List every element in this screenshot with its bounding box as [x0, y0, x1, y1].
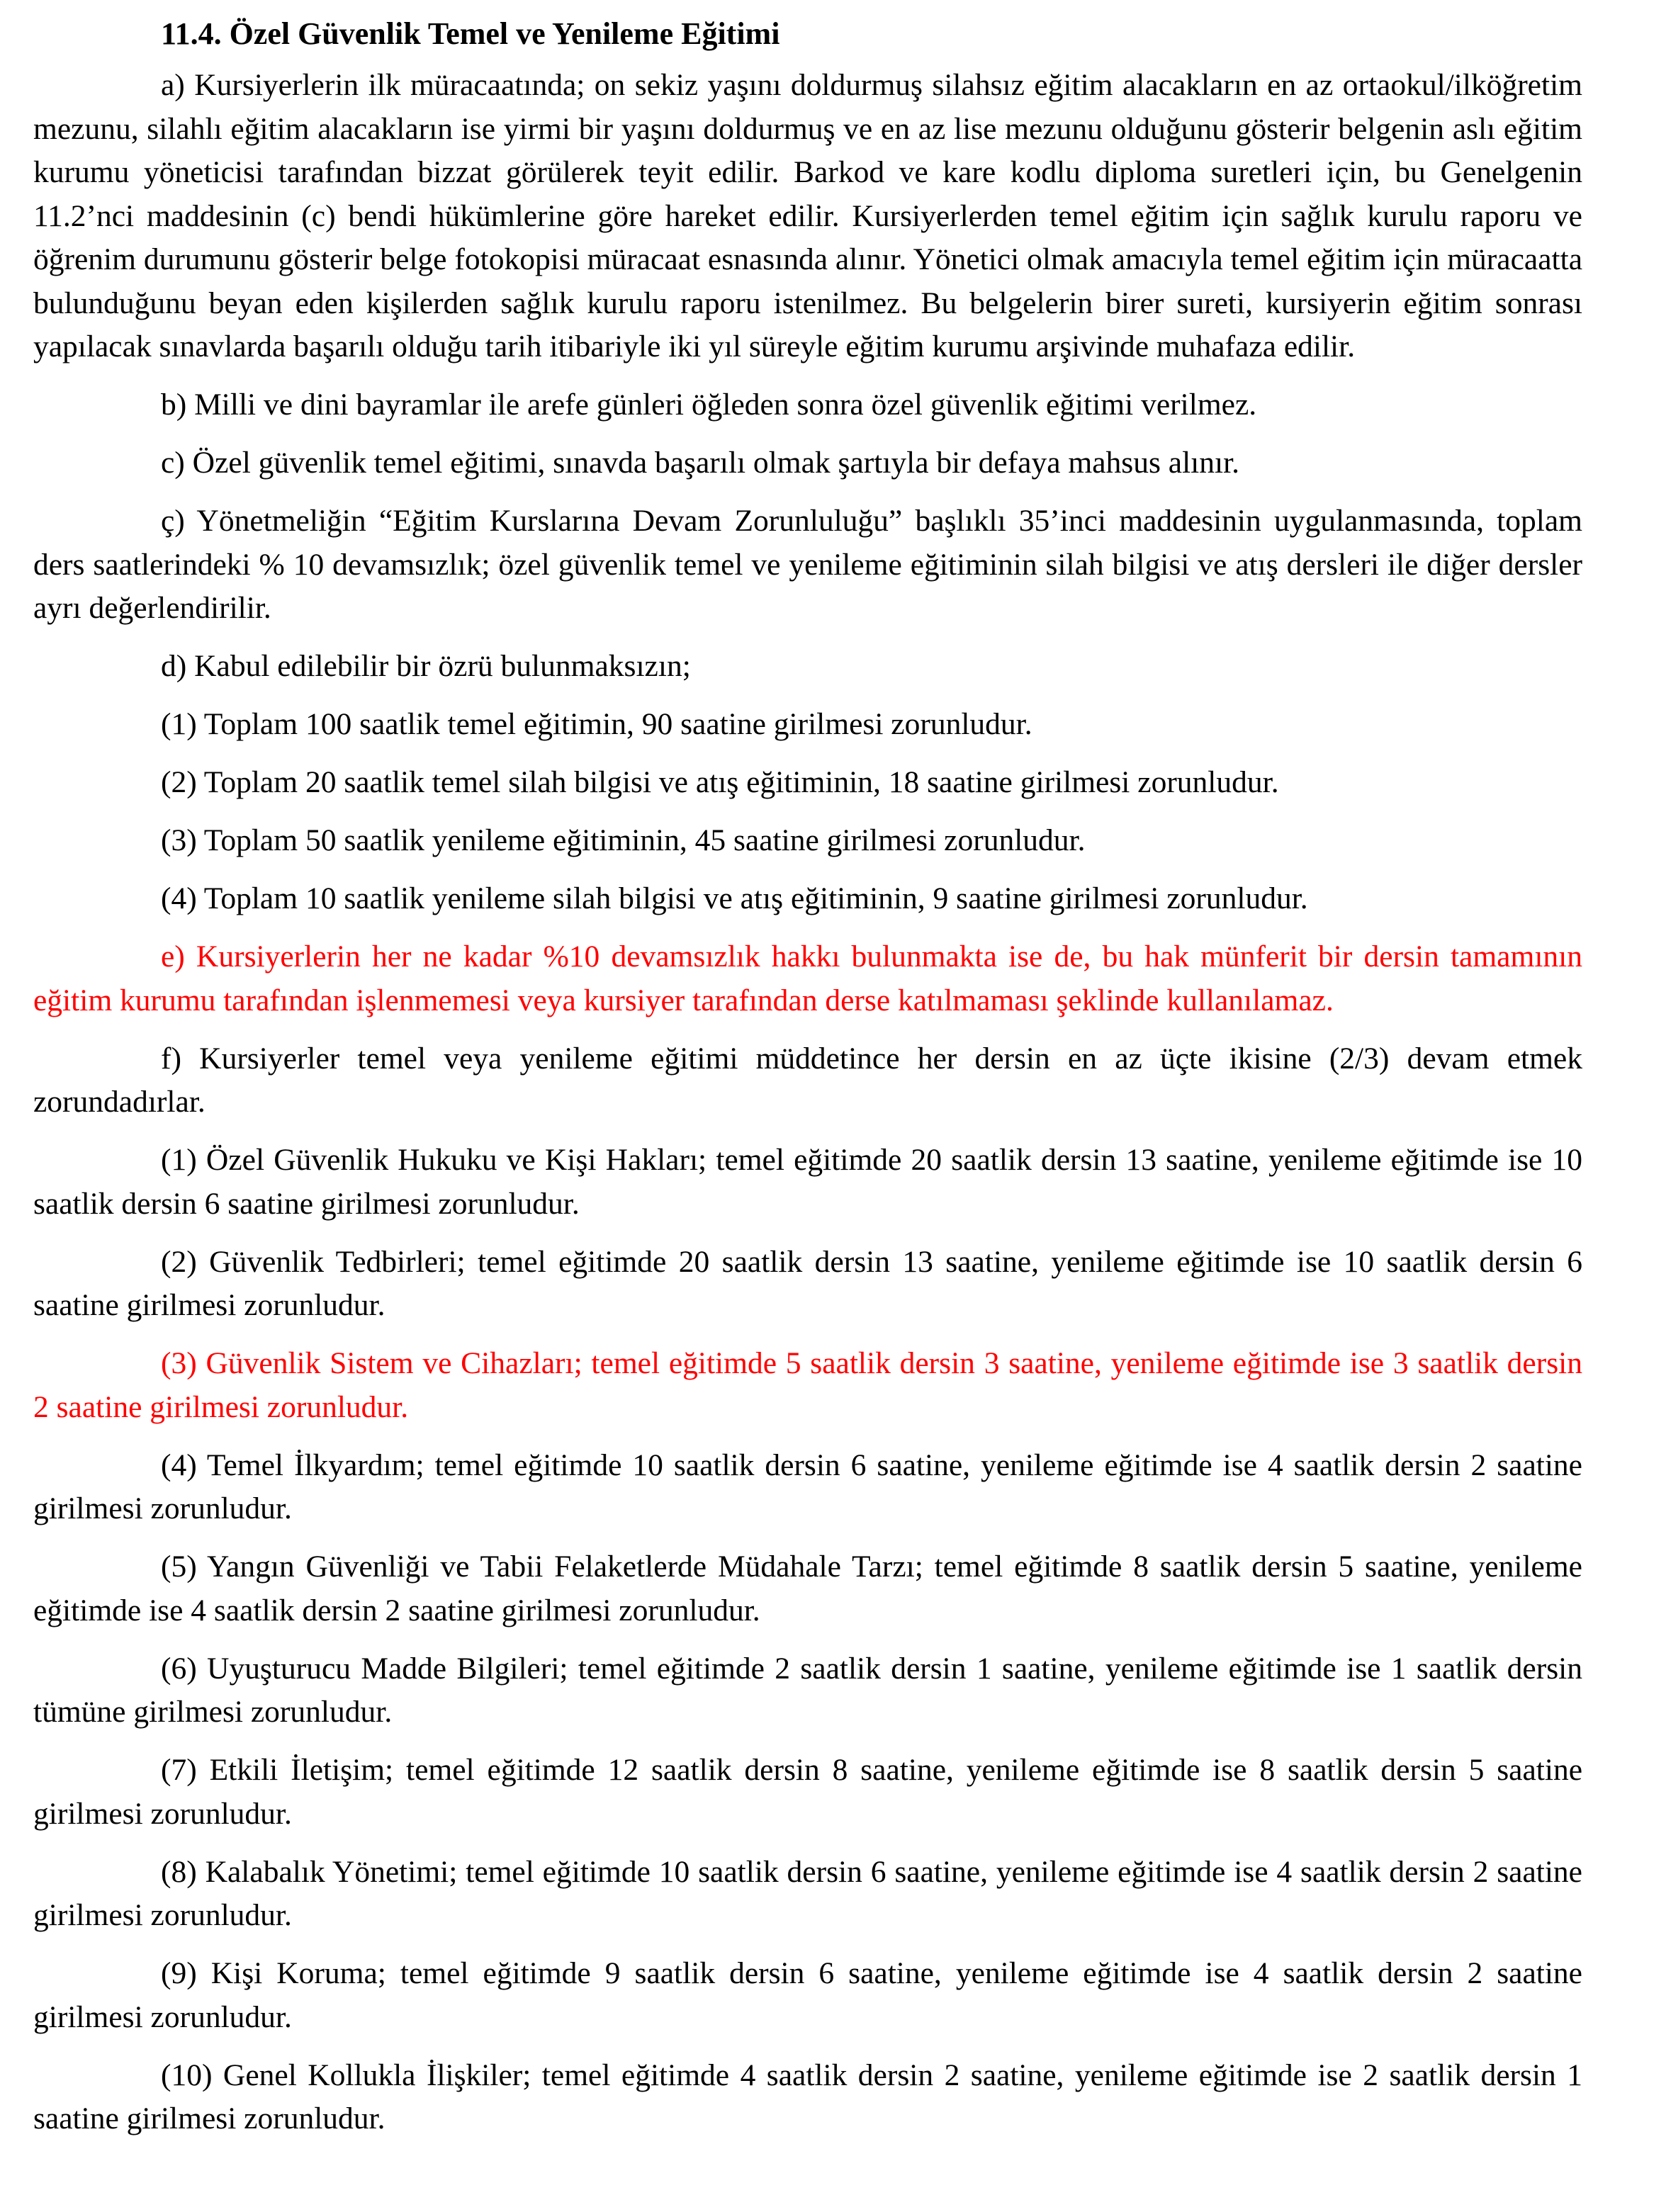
paragraph-f: f) Kursiyerler temel veya yenileme eğitimi müddetince her dersin en az üçte ikisine (2/3) devam etmek zorundadırlar.	[33, 1041, 1582, 1119]
paragraph-b: b) Milli ve dini bayramlar ile arefe günleri öğleden sonra özel güvenlik eğitimi verilmez.	[161, 388, 1257, 422]
paragraph-f-3-highlighted: (3) Güvenlik Sistem ve Cihazları; temel eğitimde 5 saatlik dersin 3 saatine, yenileme eğitimde ise 3 saatlik dersin 2 saatine girilmesi zorunludur.	[33, 1346, 1582, 1424]
paragraph-f-8: (8) Kalabalık Yönetimi; temel eğitimde 10 saatlik dersin 6 saatine, yenileme eğitimde ise 4 saatlik dersin 2 saatine girilmesi zorunludur.	[33, 1854, 1582, 1932]
paragraph-d-2: (2) Toplam 20 saatlik temel silah bilgisi ve atış eğitiminin, 18 saatine girilmesi zorunludur.	[161, 765, 1279, 799]
paragraph-f-7: (7) Etkili İletişim; temel eğitimde 12 saatlik dersin 8 saatine, yenileme eğitimde ise 8 saatlik dersin 5 saatine girilmesi zorunludur.	[33, 1753, 1582, 1831]
paragraph-f-10: (10) Genel Kollukla İlişkiler; temel eğitimde 4 saatlik dersin 2 saatine, yenileme eğitimde ise 2 saatlik dersin 1 saatine girilmesi zorunludur.	[33, 2058, 1582, 2135]
paragraph-a: a) Kursiyerlerin ilk müracaatında; on sekiz yaşını doldurmuş silahsız eğitim alacakların en az ortaokul/ilköğretim mezunu, silahlı eğitim alacakların ise yirmi bir yaşını doldurmuş ve en az lise mezunu olduğunu gösterir belgenin aslı eğitim kurumu yöneticisi tarafından bizzat görülerek teyit edilir. Barkod ve kare kodlu diploma suretleri için, bu Genelgenin 11.2’nci maddesinin (c) bendi hükümlerine göre hareket edilir. Kursiyerlerden temel eğitim için sağlık kurulu raporu ve öğrenim durumunu gösterir belge fotokopisi müracaat esnasında alınır. Yönetici olmak amacıyla temel eğitim için müracaatta bulunduğunu beyan eden kişilerden sağlık kurulu raporu istenilmez. Bu belgelerin birer sureti, kursiyerin eğitim sonrası yapılacak sınavlarda başarılı olduğu tarih itibariyle iki yıl süreyle eğitim kurumu arşivinde muhafaza edilir.	[33, 68, 1582, 363]
paragraph-d-3: (3) Toplam 50 saatlik yenileme eğitiminin, 45 saatine girilmesi zorunludur.	[161, 823, 1086, 857]
paragraph-e-highlighted: e) Kursiyerlerin her ne kadar %10 devamsızlık hakkı bulunmakta ise de, bu hak münferit bir dersin tamamının eğitim kurumu tarafından işlenmemesi veya kursiyer tarafından derse katılmaması şeklinde kullanılamaz.	[33, 939, 1582, 1017]
paragraph-f-2: (2) Güvenlik Tedbirleri; temel eğitimde 20 saatlik dersin 13 saatine, yenileme eğitimde ise 10 saatlik dersin 6 saatine girilmesi zorunludur.	[33, 1244, 1582, 1322]
document-page	[33, 13, 1582, 2155]
paragraph-d-4: (4) Toplam 10 saatlik yenileme silah bilgisi ve atış eğitiminin, 9 saatine girilmesi zorunludur.	[161, 881, 1308, 915]
paragraph-c: c) Özel güvenlik temel eğitimi, sınavda başarılı olmak şartıyla bir defaya mahsus alınır.	[161, 446, 1240, 480]
paragraph-f-6: (6) Uyuşturucu Madde Bilgileri; temel eğitimde 2 saatlik dersin 1 saatine, yenileme eğitimde ise 1 saatlik dersin tümüne girilmesi zorunludur.	[33, 1651, 1582, 1729]
paragraph-c-cedilla: ç) Yönetmeliğin “Eğitim Kurslarına Devam Zorunluluğu” başlıklı 35’inci maddesinin uygulanmasında, toplam ders saatlerindeki % 10 devamsızlık; özel güvenlik temel ve yenileme eğitiminin silah bilgisi ve atış dersleri ile diğer dersler ayrı değerlendirilir.	[33, 504, 1582, 625]
section-heading: 11.4. Özel Güvenlik Temel ve Yenileme Eğitimi	[161, 16, 780, 51]
paragraph-f-4: (4) Temel İlkyardım; temel eğitimde 10 saatlik dersin 6 saatine, yenileme eğitimde ise 4 saatlik dersin 2 saatine girilmesi zorunludur.	[33, 1448, 1582, 1525]
paragraph-f-5: (5) Yangın Güvenliği ve Tabii Felaketlerde Müdahale Tarzı; temel eğitimde 8 saatlik dersin 5 saatine, yenileme eğitimde ise 4 saatlik dersin 2 saatine girilmesi zorunludur.	[33, 1550, 1582, 1627]
paragraph-f-9: (9) Kişi Koruma; temel eğitimde 9 saatlik dersin 6 saatine, yenileme eğitimde ise 4 saatlik dersin 2 saatine girilmesi zorunludur.	[33, 1956, 1582, 2034]
paragraph-f-1: (1) Özel Güvenlik Hukuku ve Kişi Hakları; temel eğitimde 20 saatlik dersin 13 saatine, yenileme eğitimde ise 10 saatlik dersin 6 saatine girilmesi zorunludur.	[33, 1143, 1582, 1221]
paragraph-d: d) Kabul edilebilir bir özrü bulunmaksızın;	[161, 649, 691, 683]
paragraph-d-1: (1) Toplam 100 saatlik temel eğitimin, 90 saatine girilmesi zorunludur.	[161, 707, 1032, 741]
